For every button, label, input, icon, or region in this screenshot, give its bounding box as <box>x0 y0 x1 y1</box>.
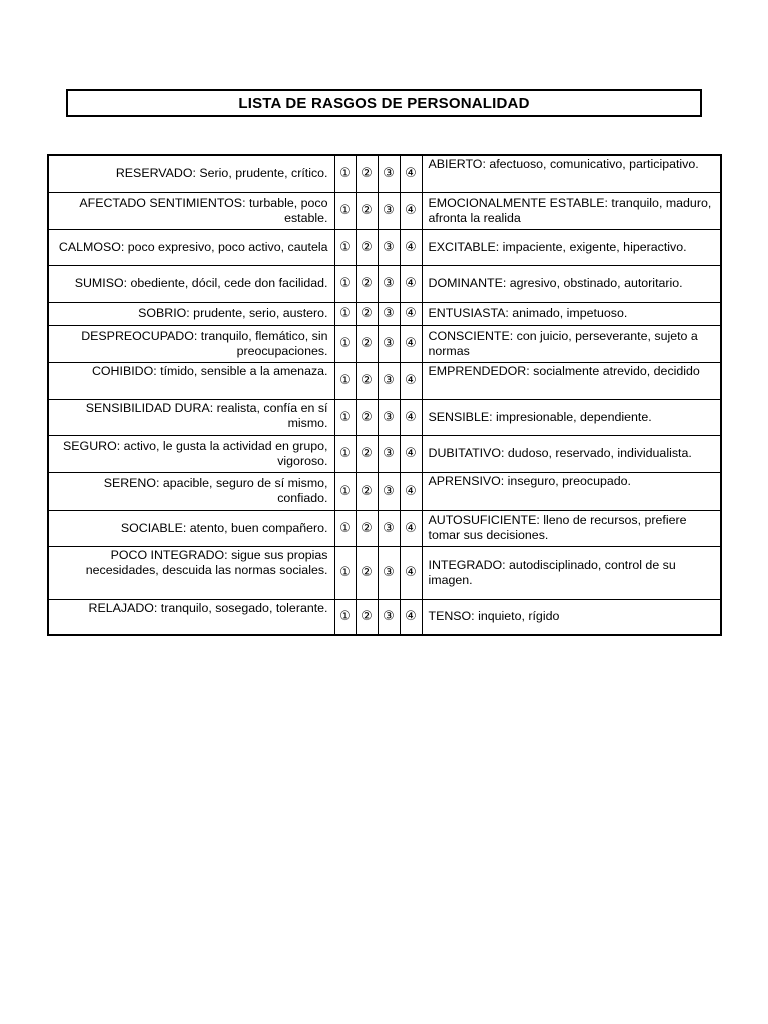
trait-right-description: EMOCIONALMENTE ESTABLE: tranquilo, maduro, afronta la realida <box>422 192 721 229</box>
rating-option-4[interactable]: ④ <box>400 399 422 435</box>
trait-row <box>48 362 721 399</box>
rating-option-3[interactable]: ③ <box>378 510 400 546</box>
rating-option-3[interactable]: ③ <box>378 546 400 599</box>
trait-right-description: APRENSIVO: inseguro, preocupado. <box>422 472 721 510</box>
rating-option-3[interactable]: ③ <box>378 265 400 302</box>
rating-option-1[interactable]: ① <box>334 546 356 599</box>
trait-left-description: COHIBIDO: tímido, sensible a la amenaza. <box>48 362 334 399</box>
rating-option-3[interactable]: ③ <box>378 435 400 472</box>
rating-option-3[interactable]: ③ <box>378 362 400 399</box>
trait-right-description: INTEGRADO: autodisciplinado, control de su imagen. <box>422 546 721 599</box>
page-title: LISTA DE RASGOS DE PERSONALIDAD <box>238 94 530 112</box>
trait-row <box>48 229 721 265</box>
rating-option-1[interactable]: ① <box>334 435 356 472</box>
rating-option-3[interactable]: ③ <box>378 192 400 229</box>
rating-option-2[interactable]: ② <box>356 546 378 599</box>
rating-option-1[interactable]: ① <box>334 362 356 399</box>
rating-option-4[interactable]: ④ <box>400 325 422 362</box>
rating-option-1[interactable]: ① <box>334 302 356 325</box>
trait-row <box>48 325 721 362</box>
rating-option-2[interactable]: ② <box>356 362 378 399</box>
rating-option-2[interactable]: ② <box>356 302 378 325</box>
rating-option-4[interactable]: ④ <box>400 155 422 192</box>
rating-option-3[interactable]: ③ <box>378 399 400 435</box>
rating-option-2[interactable]: ② <box>356 192 378 229</box>
trait-left-description: POCO INTEGRADO: sigue sus propias necesidades, descuida las normas sociales. <box>48 546 334 599</box>
trait-left-description: DESPREOCUPADO: tranquilo, flemático, sin preocupaciones. <box>48 325 334 362</box>
trait-left-description: SUMISO: obediente, dócil, cede don facilidad. <box>48 265 334 302</box>
rating-option-3[interactable]: ③ <box>378 302 400 325</box>
trait-row <box>48 265 721 302</box>
trait-right-description: DUBITATIVO: dudoso, reservado, individualista. <box>422 435 721 472</box>
rating-option-4[interactable]: ④ <box>400 192 422 229</box>
rating-option-3[interactable]: ③ <box>378 599 400 635</box>
trait-row <box>48 546 721 599</box>
rating-option-2[interactable]: ② <box>356 229 378 265</box>
trait-row <box>48 435 721 472</box>
rating-option-1[interactable]: ① <box>334 325 356 362</box>
rating-option-4[interactable]: ④ <box>400 510 422 546</box>
rating-option-2[interactable]: ② <box>356 265 378 302</box>
trait-left-description: SERENO: apacible, seguro de sí mismo, confiado. <box>48 472 334 510</box>
title-box <box>66 89 702 117</box>
rating-option-1[interactable]: ① <box>334 599 356 635</box>
rating-option-4[interactable]: ④ <box>400 265 422 302</box>
rating-option-2[interactable]: ② <box>356 435 378 472</box>
traits-table <box>47 154 722 636</box>
trait-left-description: SOBRIO: prudente, serio, austero. <box>48 302 334 325</box>
rating-option-4[interactable]: ④ <box>400 362 422 399</box>
trait-row <box>48 472 721 510</box>
trait-right-description: DOMINANTE: agresivo, obstinado, autoritario. <box>422 265 721 302</box>
trait-right-description: ENTUSIASTA: animado, impetuoso. <box>422 302 721 325</box>
trait-right-description: EXCITABLE: impaciente, exigente, hiperactivo. <box>422 229 721 265</box>
rating-option-3[interactable]: ③ <box>378 472 400 510</box>
trait-right-description: CONSCIENTE: con juicio, perseverante, sujeto a normas <box>422 325 721 362</box>
trait-left-description: AFECTADO SENTIMIENTOS: turbable, poco estable. <box>48 192 334 229</box>
trait-left-description: SENSIBILIDAD DURA: realista, confía en sí mismo. <box>48 399 334 435</box>
rating-option-3[interactable]: ③ <box>378 325 400 362</box>
rating-option-1[interactable]: ① <box>334 155 356 192</box>
rating-option-4[interactable]: ④ <box>400 599 422 635</box>
rating-option-1[interactable]: ① <box>334 510 356 546</box>
rating-option-2[interactable]: ② <box>356 399 378 435</box>
rating-option-4[interactable]: ④ <box>400 546 422 599</box>
trait-right-description: ABIERTO: afectuoso, comunicativo, participativo. <box>422 155 721 192</box>
trait-row <box>48 599 721 635</box>
rating-option-4[interactable]: ④ <box>400 472 422 510</box>
trait-right-description: SENSIBLE: impresionable, dependiente. <box>422 399 721 435</box>
rating-option-2[interactable]: ② <box>356 510 378 546</box>
rating-option-4[interactable]: ④ <box>400 229 422 265</box>
trait-right-description: TENSO: inquieto, rígido <box>422 599 721 635</box>
trait-left-description: CALMOSO: poco expresivo, poco activo, cautela <box>48 229 334 265</box>
rating-option-2[interactable]: ② <box>356 155 378 192</box>
trait-row <box>48 399 721 435</box>
traits-table-body <box>48 155 721 635</box>
rating-option-3[interactable]: ③ <box>378 229 400 265</box>
rating-option-4[interactable]: ④ <box>400 302 422 325</box>
rating-option-1[interactable]: ① <box>334 192 356 229</box>
rating-option-2[interactable]: ② <box>356 325 378 362</box>
rating-option-2[interactable]: ② <box>356 472 378 510</box>
rating-option-1[interactable]: ① <box>334 265 356 302</box>
rating-option-3[interactable]: ③ <box>378 155 400 192</box>
rating-option-2[interactable]: ② <box>356 599 378 635</box>
trait-right-description: EMPRENDEDOR: socialmente atrevido, decidido <box>422 362 721 399</box>
rating-option-1[interactable]: ① <box>334 229 356 265</box>
rating-option-4[interactable]: ④ <box>400 435 422 472</box>
trait-right-description: AUTOSUFICIENTE: lleno de recursos, prefiere tomar sus decisiones. <box>422 510 721 546</box>
rating-option-1[interactable]: ① <box>334 399 356 435</box>
trait-left-description: RESERVADO: Serio, prudente, crítico. <box>48 155 334 192</box>
trait-row <box>48 510 721 546</box>
trait-row <box>48 192 721 229</box>
rating-option-1[interactable]: ① <box>334 472 356 510</box>
trait-left-description: RELAJADO: tranquilo, sosegado, tolerante. <box>48 599 334 635</box>
trait-row <box>48 155 721 192</box>
trait-row <box>48 302 721 325</box>
trait-left-description: SOCIABLE: atento, buen compañero. <box>48 510 334 546</box>
trait-left-description: SEGURO: activo, le gusta la actividad en grupo, vigoroso. <box>48 435 334 472</box>
